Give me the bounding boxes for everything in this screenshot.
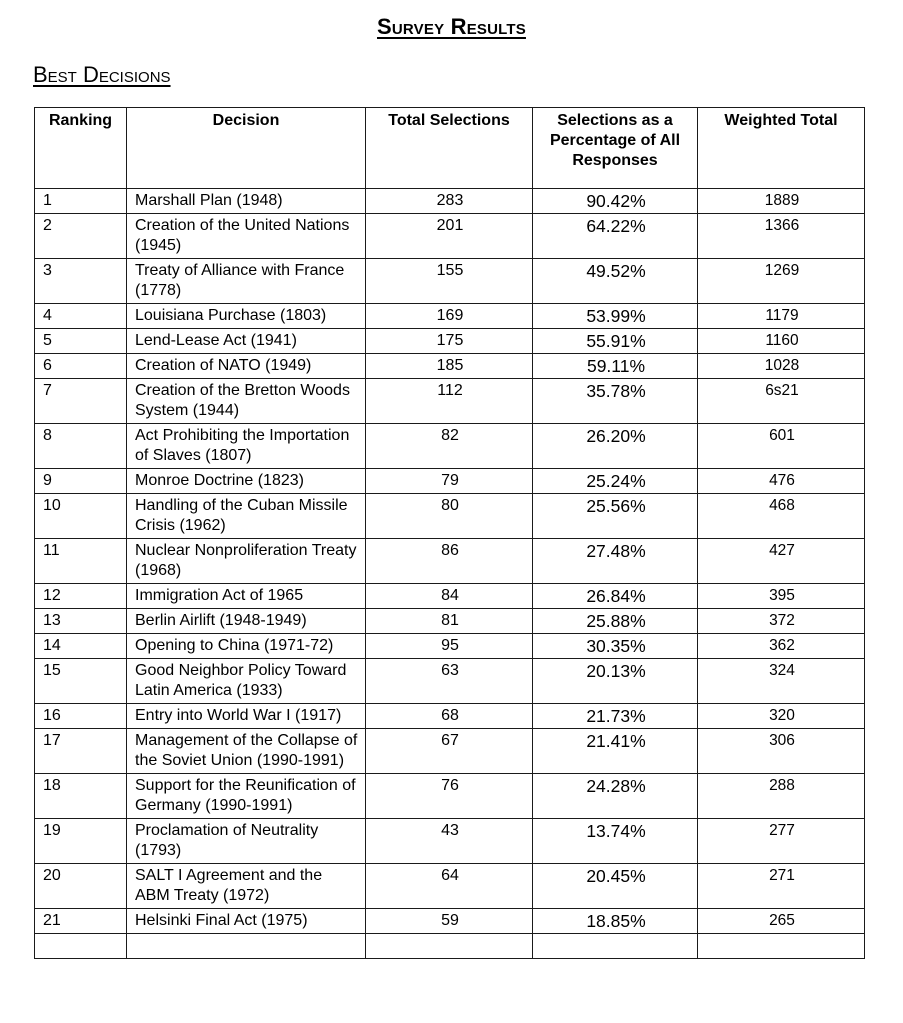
- cell-ranking: 7: [35, 379, 127, 424]
- table-row: [35, 704, 865, 729]
- cell-percentage: 64.22%: [533, 214, 698, 259]
- cell-decision: Proclamation of Neutrality (1793): [127, 819, 366, 864]
- cell-ranking: 1: [35, 189, 127, 214]
- cell-weighted-total: 277: [698, 819, 865, 864]
- cell-decision: Marshall Plan (1948): [127, 189, 366, 214]
- cell-total-selections: 79: [366, 469, 533, 494]
- cell-weighted-total: 306: [698, 729, 865, 774]
- cell-decision: Nuclear Nonproliferation Treaty (1968): [127, 539, 366, 584]
- empty-cell: [533, 934, 698, 959]
- cell-weighted-total: 1269: [698, 259, 865, 304]
- cell-ranking: 16: [35, 704, 127, 729]
- cell-ranking: 19: [35, 819, 127, 864]
- cell-ranking: 13: [35, 609, 127, 634]
- cell-total-selections: 80: [366, 494, 533, 539]
- cell-weighted-total: 1366: [698, 214, 865, 259]
- cell-decision: Support for the Reunification of Germany (1990-1991): [127, 774, 366, 819]
- cell-decision: Good Neighbor Policy Toward Latin America (1933): [127, 659, 366, 704]
- header-percentage: Selections as a Percentage of All Responses: [533, 108, 698, 189]
- cell-decision: Immigration Act of 1965: [127, 584, 366, 609]
- cell-ranking: 10: [35, 494, 127, 539]
- cell-ranking: 4: [35, 304, 127, 329]
- cell-decision: SALT I Agreement and the ABM Treaty (1972): [127, 864, 366, 909]
- cell-ranking: 18: [35, 774, 127, 819]
- cell-total-selections: 63: [366, 659, 533, 704]
- table-row: [35, 609, 865, 634]
- cell-ranking: 6: [35, 354, 127, 379]
- table-row-cutoff: [35, 934, 865, 959]
- cell-total-selections: 59: [366, 909, 533, 934]
- table-row: [35, 659, 865, 704]
- cell-ranking: 5: [35, 329, 127, 354]
- table-row: [35, 584, 865, 609]
- cell-percentage: 13.74%: [533, 819, 698, 864]
- cell-weighted-total: 372: [698, 609, 865, 634]
- cell-weighted-total: 1889: [698, 189, 865, 214]
- cell-weighted-total: 1028: [698, 354, 865, 379]
- cell-weighted-total: 362: [698, 634, 865, 659]
- cell-decision: Creation of the Bretton Woods System (1944): [127, 379, 366, 424]
- cell-weighted-total: 1160: [698, 329, 865, 354]
- table-row: [35, 729, 865, 774]
- cell-weighted-total: 324: [698, 659, 865, 704]
- table-row: [35, 329, 865, 354]
- cell-total-selections: 112: [366, 379, 533, 424]
- cell-total-selections: 64: [366, 864, 533, 909]
- cell-decision: Opening to China (1971-72): [127, 634, 366, 659]
- cell-ranking: 15: [35, 659, 127, 704]
- table-row: [35, 774, 865, 819]
- empty-cell: [35, 934, 127, 959]
- table-row: [35, 634, 865, 659]
- cell-ranking: 14: [35, 634, 127, 659]
- cell-weighted-total: 288: [698, 774, 865, 819]
- empty-cell: [366, 934, 533, 959]
- cell-ranking: 2: [35, 214, 127, 259]
- cell-total-selections: 81: [366, 609, 533, 634]
- cell-total-selections: 95: [366, 634, 533, 659]
- cell-percentage: 25.56%: [533, 494, 698, 539]
- cell-ranking: 12: [35, 584, 127, 609]
- cell-ranking: 11: [35, 539, 127, 584]
- header-ranking: Ranking: [35, 108, 127, 189]
- cell-total-selections: 68: [366, 704, 533, 729]
- cell-percentage: 90.42%: [533, 189, 698, 214]
- cell-total-selections: 82: [366, 424, 533, 469]
- cell-decision: Treaty of Alliance with France (1778): [127, 259, 366, 304]
- cell-weighted-total: 395: [698, 584, 865, 609]
- best-decisions-table: [34, 107, 865, 959]
- cell-percentage: 20.45%: [533, 864, 698, 909]
- table-row: [35, 304, 865, 329]
- section-title: Best Decisions: [33, 62, 171, 87]
- cell-weighted-total: 271: [698, 864, 865, 909]
- table-row: [35, 909, 865, 934]
- cell-weighted-total: 601: [698, 424, 865, 469]
- cell-decision: Lend-Lease Act (1941): [127, 329, 366, 354]
- cell-decision: Monroe Doctrine (1823): [127, 469, 366, 494]
- table-row: [35, 864, 865, 909]
- document-title: Survey Results: [377, 14, 526, 39]
- cell-percentage: 26.84%: [533, 584, 698, 609]
- cell-total-selections: 43: [366, 819, 533, 864]
- cell-percentage: 25.88%: [533, 609, 698, 634]
- cell-total-selections: 76: [366, 774, 533, 819]
- cell-total-selections: 169: [366, 304, 533, 329]
- cell-percentage: 18.85%: [533, 909, 698, 934]
- cell-weighted-total: 265: [698, 909, 865, 934]
- empty-cell: [127, 934, 366, 959]
- table-row: [35, 189, 865, 214]
- cell-decision: Helsinki Final Act (1975): [127, 909, 366, 934]
- cell-weighted-total: 320: [698, 704, 865, 729]
- cell-ranking: 21: [35, 909, 127, 934]
- table-body: [35, 189, 865, 959]
- cell-total-selections: 283: [366, 189, 533, 214]
- cell-percentage: 20.13%: [533, 659, 698, 704]
- cell-weighted-total: 1179: [698, 304, 865, 329]
- table-row: [35, 819, 865, 864]
- table-row: [35, 494, 865, 539]
- cell-total-selections: 185: [366, 354, 533, 379]
- cell-decision: Creation of the United Nations (1945): [127, 214, 366, 259]
- cell-ranking: 20: [35, 864, 127, 909]
- cell-decision: Handling of the Cuban Missile Crisis (1962): [127, 494, 366, 539]
- cell-percentage: 53.99%: [533, 304, 698, 329]
- cell-ranking: 9: [35, 469, 127, 494]
- table-row: [35, 424, 865, 469]
- cell-ranking: 17: [35, 729, 127, 774]
- cell-percentage: 49.52%: [533, 259, 698, 304]
- cell-decision: Creation of NATO (1949): [127, 354, 366, 379]
- cell-total-selections: 175: [366, 329, 533, 354]
- cell-percentage: 24.28%: [533, 774, 698, 819]
- cell-decision: Entry into World War I (1917): [127, 704, 366, 729]
- cell-decision: Management of the Collapse of the Soviet Union (1990-1991): [127, 729, 366, 774]
- cell-decision: Berlin Airlift (1948-1949): [127, 609, 366, 634]
- header-total-selections: Total Selections: [366, 108, 533, 189]
- cell-total-selections: 201: [366, 214, 533, 259]
- cell-percentage: 30.35%: [533, 634, 698, 659]
- cell-percentage: 55.91%: [533, 329, 698, 354]
- cell-weighted-total: 427: [698, 539, 865, 584]
- table-row: [35, 214, 865, 259]
- cell-total-selections: 67: [366, 729, 533, 774]
- cell-percentage: 27.48%: [533, 539, 698, 584]
- cell-total-selections: 86: [366, 539, 533, 584]
- header-row: [35, 108, 865, 189]
- cell-total-selections: 84: [366, 584, 533, 609]
- cell-percentage: 21.41%: [533, 729, 698, 774]
- cell-ranking: 8: [35, 424, 127, 469]
- table-row: [35, 259, 865, 304]
- table-row: [35, 379, 865, 424]
- cell-weighted-total: 476: [698, 469, 865, 494]
- table-header: [35, 108, 865, 189]
- header-weighted-total: Weighted Total: [698, 108, 865, 189]
- cell-decision: Act Prohibiting the Importation of Slaves (1807): [127, 424, 366, 469]
- cell-weighted-total: 6s21: [698, 379, 865, 424]
- cell-percentage: 59.11%: [533, 354, 698, 379]
- empty-cell: [698, 934, 865, 959]
- cell-percentage: 21.73%: [533, 704, 698, 729]
- header-decision: Decision: [127, 108, 366, 189]
- cell-percentage: 35.78%: [533, 379, 698, 424]
- cell-decision: Louisiana Purchase (1803): [127, 304, 366, 329]
- cell-percentage: 26.20%: [533, 424, 698, 469]
- cell-percentage: 25.24%: [533, 469, 698, 494]
- table-row: [35, 469, 865, 494]
- table-row: [35, 354, 865, 379]
- cell-weighted-total: 468: [698, 494, 865, 539]
- table-row: [35, 539, 865, 584]
- cell-total-selections: 155: [366, 259, 533, 304]
- cell-ranking: 3: [35, 259, 127, 304]
